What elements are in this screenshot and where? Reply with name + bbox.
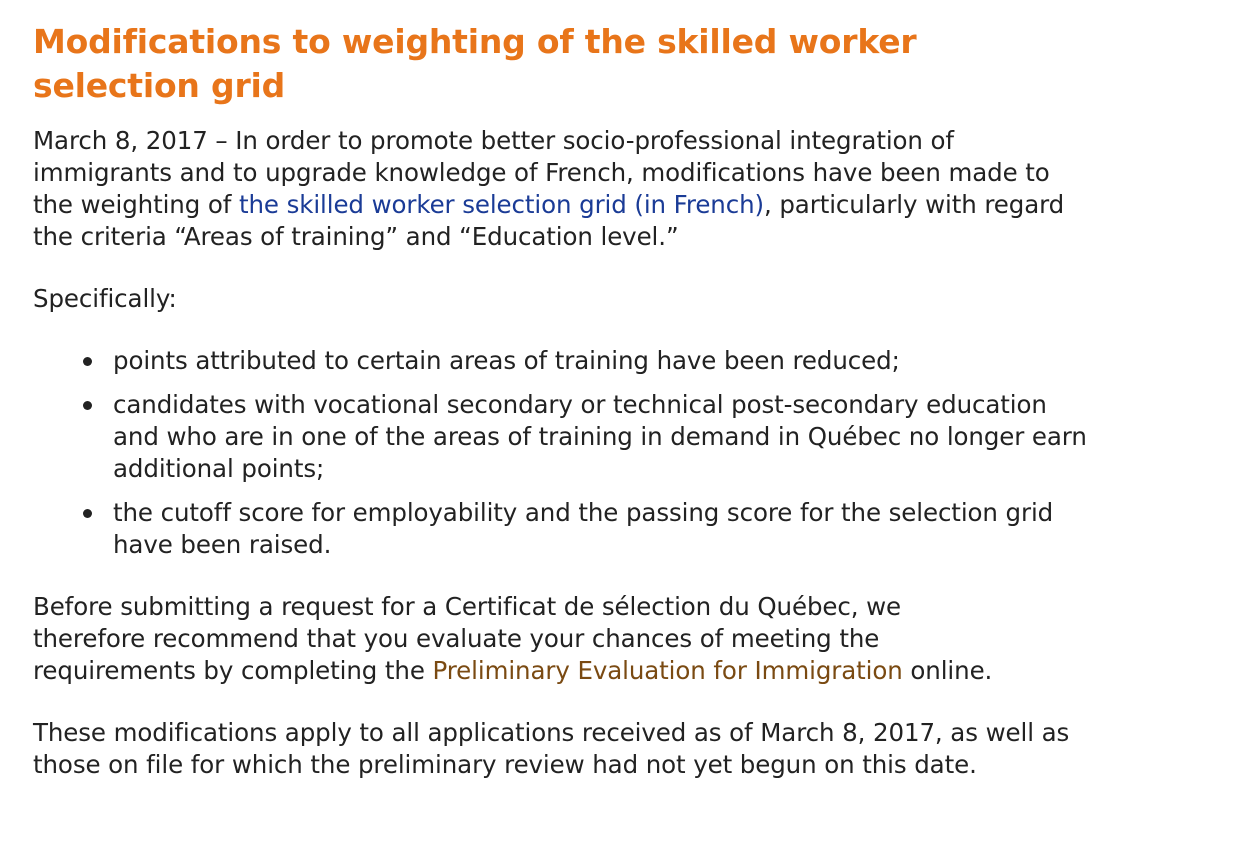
article — [33, 20, 1093, 781]
list-item-text: the cutoff score for employability and the passing score for the selection grid have been raised. — [113, 498, 1054, 559]
bullet-icon — [83, 357, 92, 366]
bullet-icon — [83, 401, 92, 410]
bullet-icon — [83, 509, 92, 518]
closing-paragraph: These modifications apply to all applications received as of March 8, 2017, as well as those on file for which the preliminary review had not yet begun on this date. — [33, 718, 1070, 779]
selection-grid-link[interactable]: the skilled worker selection grid (in French) — [238, 190, 764, 219]
recommendation-paragraph — [33, 591, 993, 687]
list-item — [33, 345, 1093, 377]
list-item-text: candidates with vocational secondary or technical post-secondary education and who are in one of the areas of training in demand in Québec no longer earn additional points; — [113, 390, 1087, 483]
intro-paragraph — [33, 125, 1093, 253]
specifically-label: Specifically: — [33, 284, 177, 313]
list-item — [33, 389, 1093, 485]
recommendation-text-after-link: online. — [902, 656, 993, 685]
preliminary-evaluation-link[interactable]: Preliminary Evaluation for Immigration — [432, 656, 903, 685]
intro-text-after-link: , particularly with regard the criteria “Areas of training” and “Education level.” — [33, 190, 1065, 251]
list-item — [33, 497, 1093, 561]
modifications-list — [33, 345, 1093, 561]
recommendation-text-before-link: Before submitting a request for a Certificat de sélection du Québec, we therefore recommend that you evaluate your chances of meeting the requirements by completing the — [33, 592, 902, 685]
page-title: Modifications to weighting of the skilled worker selection grid — [33, 22, 917, 105]
list-item-text: points attributed to certain areas of training have been reduced; — [113, 346, 900, 375]
intro-text-before-link: March 8, 2017 – In order to promote better socio-professional integration of immigrants and to upgrade knowledge of French, modifications have been made to the weighting of — [33, 126, 1050, 219]
